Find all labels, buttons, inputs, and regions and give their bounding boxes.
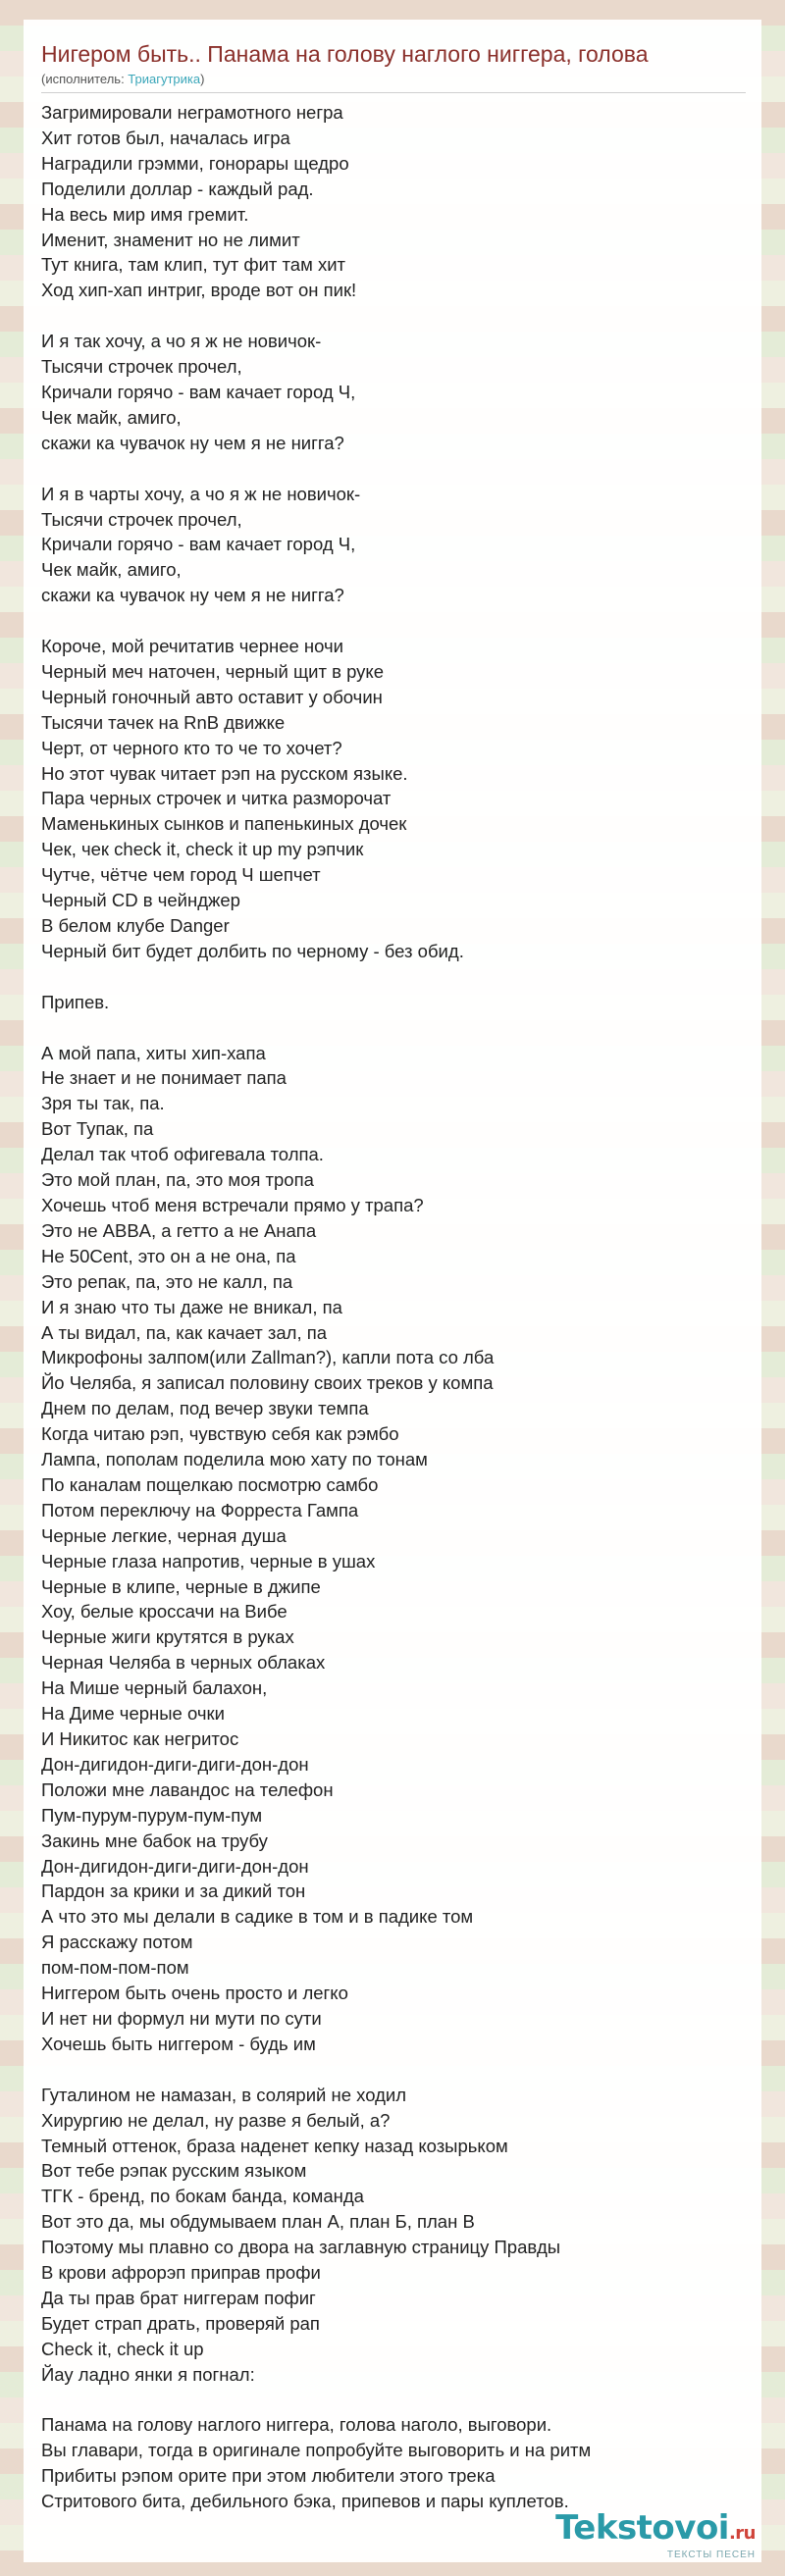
lyric-line: Короче, мой речитатив чернее ночи: [41, 636, 344, 657]
lyric-line: Черные легкие, черная душа: [41, 1524, 287, 1546]
lyric-line: Тут книга, там клип, тут фит там хит: [41, 254, 346, 276]
lyric-line: Черные глаза напротив, черные в ушах: [41, 1550, 376, 1571]
lyric-line: Хирургию не делал, ну разве я белый, а?: [41, 2109, 391, 2131]
lyric-line: Делал так чтоб офигевала толпа.: [41, 1144, 324, 1165]
lyric-line: И я в чарты хочу, а чо я ж не новичок-: [41, 483, 361, 504]
lyric-line: Ниггером быть очень просто и легко: [41, 1983, 348, 2004]
lyric-line: Черный гоночный авто оставит у обочин: [41, 686, 383, 707]
lyric-line: Это репак, па, это не калл, па: [41, 1270, 293, 1292]
lyric-line: А что это мы делали в садике в том и в падике том: [41, 1906, 474, 1928]
lyric-line: Дон-дигидон-диги-диги-дон-дон: [41, 1855, 309, 1877]
lyric-line: Это мой план, па, это моя тропа: [41, 1169, 314, 1191]
lyric-line: Хочешь быть ниггером - будь им: [41, 2033, 316, 2054]
lyric-line: Вы главари, тогда в оригинале попробуйте выговорить и на ритм: [41, 2440, 592, 2461]
lyric-line: А ты видал, па, как качает зал, па: [41, 1321, 328, 1343]
lyric-line: По каналам пощелкаю посмотрю самбо: [41, 1473, 379, 1495]
lyric-line: Ход хип-хап интриг, вроде вот он пик!: [41, 280, 357, 301]
lyric-line: Темный оттенок, браза наденет кепку назад козырьком: [41, 2135, 508, 2156]
lyric-line: Хит готов был, началась игра: [41, 127, 290, 148]
lyric-blank-line: [41, 2388, 748, 2413]
lyric-line: пом-пом-пом-пом: [41, 1957, 189, 1979]
lyric-line: Поделили доллар - каждый рад.: [41, 178, 314, 199]
lyric-line: Гуталином не намазан, в солярий не ходил: [41, 2084, 407, 2105]
lyric-line: Будет страп драть, проверяй рап: [41, 2312, 320, 2334]
lyric-line: Это не ABBA, а гетто а не Анапа: [41, 1219, 317, 1241]
lyric-line: Черные жиги крутятся в руках: [41, 1626, 294, 1648]
lyric-line: Днем по делам, под вечер звуки темпа: [41, 1398, 369, 1419]
lyric-line: Да ты прав брат ниггерам пофиг: [41, 2287, 316, 2308]
logo-tagline: ТЕКСТЫ ПЕСЕН: [666, 2550, 756, 2560]
lyric-line: И Никитос как негритос: [41, 1728, 239, 1749]
logo-wordmark: [555, 2510, 756, 2551]
lyric-line: Зря ты так, па.: [41, 1093, 165, 1114]
lyric-line: скажи ка чувачок ну чем я не нигга?: [41, 585, 344, 606]
lyric-line: Лампа, пополам поделила мою хату по тонам: [41, 1449, 428, 1470]
lyric-line: Загримировали неграмотного негра: [41, 102, 343, 123]
lyric-line: Именит, знаменит но не лимит: [41, 229, 300, 250]
song-title: Нигером быть.. Панама на голову наглого ниггера, голова: [41, 41, 649, 67]
lyric-line: Тысячи строчек прочел,: [41, 508, 242, 530]
lyric-line: И нет ни формул ни мути по сути: [41, 2007, 322, 2029]
lyric-line: Черный меч наточен, черный щит в руке: [41, 660, 384, 682]
lyric-line: Не знает и не понимает папа: [41, 1067, 287, 1089]
lyric-line: Не 50Cent, это он а не она, па: [41, 1245, 296, 1266]
lyric-line: Йо Челяба, я записал половину своих треков у компа: [41, 1372, 494, 1394]
lyric-line: А мой папа, хиты хип-хапа: [41, 1042, 266, 1063]
lyric-line: Маменькиных сынков и папенькиных дочек: [41, 813, 407, 835]
lyric-line: Пардон за крики и за дикий тон: [41, 1880, 306, 1902]
lyric-line: И я так хочу, а чо я ж не новичок-: [41, 331, 322, 352]
lyric-line: скажи ка чувачок ну чем я не нигга?: [41, 432, 344, 453]
lyric-line: Прибиты рэпом орите при этом любители этого трека: [41, 2465, 496, 2487]
lyric-line: Припев.: [41, 991, 110, 1012]
lyric-line: Чек, чек check it, check it up my рэпчик: [41, 839, 364, 860]
lyric-line: Хочешь чтоб меня встречали прямо у трапа?: [41, 1194, 424, 1215]
lyric-line: В крови афрорэп приправ профи: [41, 2262, 321, 2284]
lyric-line: Черные в клипе, черные в джипе: [41, 1575, 321, 1597]
lyric-line: И я знаю что ты даже не вникал, па: [41, 1296, 342, 1317]
artist-link[interactable]: Триагутрика: [128, 72, 201, 86]
lyric-line: Пара черных строчек и читка разморочат: [41, 788, 392, 809]
lyric-blank-line: [41, 2057, 748, 2083]
lyric-line: Когда читаю рэп, чувствую себя как рэмбо: [41, 1423, 399, 1445]
lyric-line: В белом клубе Danger: [41, 915, 230, 936]
lyric-line: Наградили грэмми, гонорары щедро: [41, 152, 349, 174]
logo-tld: .ru: [728, 2523, 756, 2544]
lyric-line: Поэтому мы плавно со двора на заглавную страницу Правды: [41, 2237, 561, 2258]
lyric-line: На Диме черные очки: [41, 1703, 225, 1725]
lyric-line: Панама на голову наглого ниггера, голова наголо, выговори.: [41, 2414, 552, 2436]
lyric-line: Чек майк, амиго,: [41, 559, 182, 581]
lyric-line: Но этот чувак читает рэп на русском языке.: [41, 762, 408, 784]
lyric-line: Вот Тупак, па: [41, 1118, 154, 1140]
lyric-blank-line: [41, 964, 748, 990]
lyric-blank-line: [41, 1015, 748, 1041]
lyric-line: Тысячи тачек на RnB движке: [41, 711, 286, 733]
lyric-line: Хоу, белые кроссачи на Вибе: [41, 1601, 288, 1623]
lyric-line: На Мише черный балахон,: [41, 1677, 268, 1699]
site-logo[interactable]: [555, 2510, 756, 2560]
lyric-line: Check it, check it up: [41, 2338, 204, 2359]
lyric-line: Вот это да, мы обдумываем план А, план Б, план В: [41, 2211, 475, 2233]
artist-byline: [41, 71, 748, 88]
lyric-line: ТГК - бренд, по бокам банда, команда: [41, 2186, 364, 2207]
lyric-line: Йау ладно янки я погнал:: [41, 2363, 255, 2385]
lyric-line: На весь мир имя гремит.: [41, 203, 249, 225]
header-divider: [41, 92, 746, 93]
lyric-line: Кричали горячо - вам качает город Ч,: [41, 534, 356, 555]
lyric-line: Тысячи строчек прочел,: [41, 356, 242, 378]
byline-prefix: (исполнитель:: [41, 72, 129, 86]
lyric-line: Черт, от черного кто то че то хочет?: [41, 737, 342, 758]
lyric-blank-line: [41, 303, 748, 329]
lyric-line: Закинь мне бабок на трубу: [41, 1829, 268, 1851]
lyric-line: Положи мне лавандос на телефон: [41, 1778, 334, 1800]
lyric-line: Вот тебе рэпак русским языком: [41, 2160, 307, 2182]
lyric-line: Стритового бита, дебильного бэка, припевов и пары куплетов.: [41, 2491, 569, 2512]
lyric-line: Потом переключу на Форреста Гампа: [41, 1499, 359, 1520]
lyric-line: Черный бит будет долбить по черному - без обид.: [41, 940, 464, 961]
lyric-line: Черная Челяба в черных облаках: [41, 1652, 326, 1674]
lyric-line: Чутче, чётче чем город Ч шепчет: [41, 864, 321, 886]
byline-suffix: ): [200, 72, 205, 86]
lyric-blank-line: [41, 456, 748, 482]
lyrics-text: [41, 100, 748, 2514]
lyric-blank-line: [41, 608, 748, 634]
lyric-line: Пум-пурум-пурум-пум-пум: [41, 1804, 263, 1826]
lyric-line: Кричали горячо - вам качает город Ч,: [41, 381, 356, 402]
lyric-line: Я расскажу потом: [41, 1932, 193, 1953]
lyric-line: Микрофоны залпом(или Zallman?), капли пота со лба: [41, 1347, 495, 1368]
lyric-line: Черный CD в чейнджер: [41, 890, 240, 911]
lyric-line: Дон-дигидон-диги-диги-дон-дон: [41, 1753, 309, 1775]
lyric-line: Чек майк, амиго,: [41, 406, 182, 428]
song-header: [41, 39, 748, 88]
logo-name: Tekstovoi: [555, 2508, 729, 2548]
